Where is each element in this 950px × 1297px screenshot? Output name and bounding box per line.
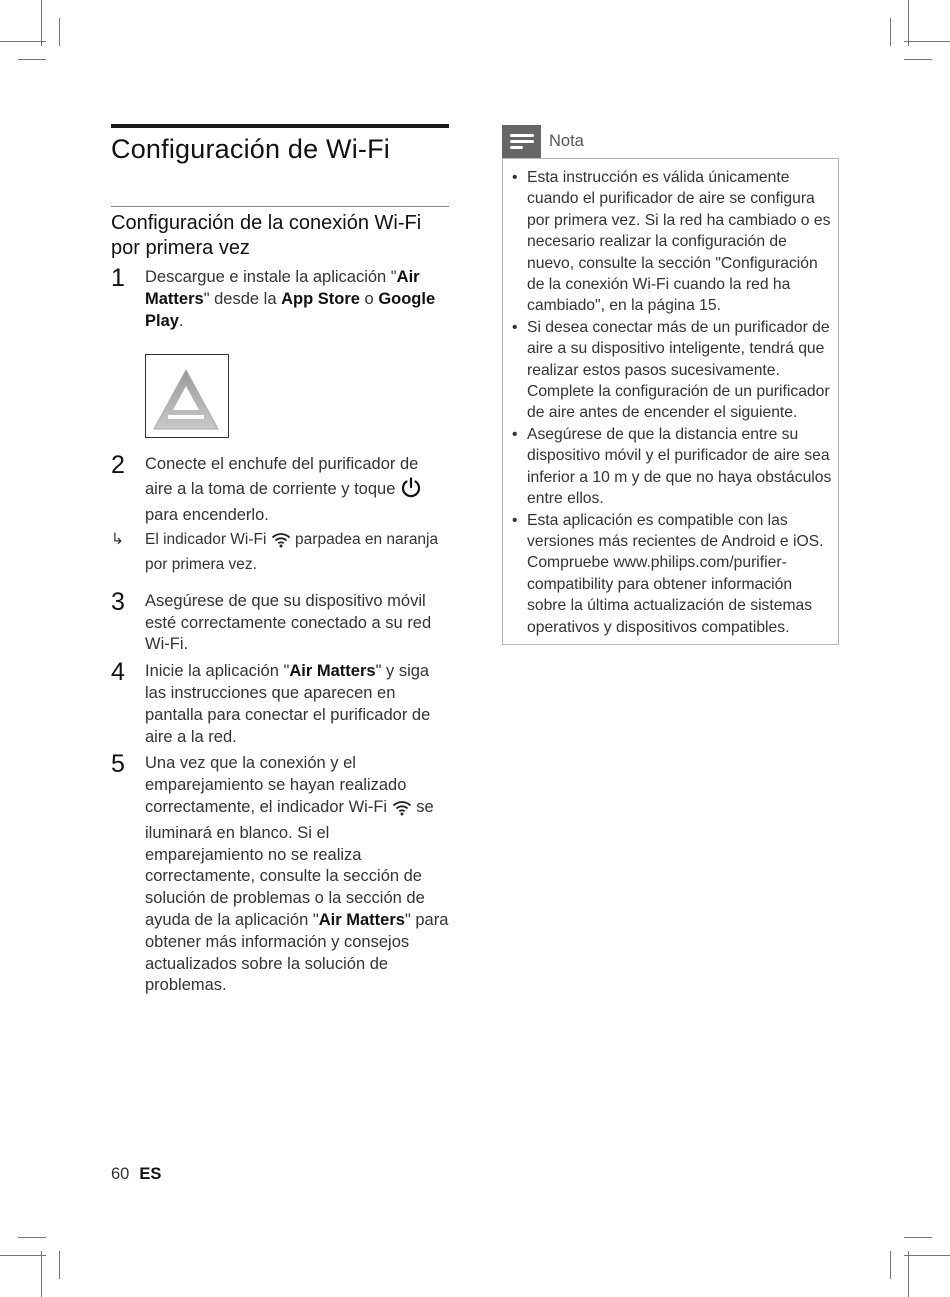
left-column <box>111 124 449 997</box>
wifi-icon <box>392 800 412 823</box>
app-name: Air Matters <box>145 268 420 308</box>
crop-mark <box>41 0 42 46</box>
step-2 <box>111 451 449 526</box>
step-text: . <box>178 311 184 330</box>
crop-mark <box>0 1255 46 1256</box>
crop-mark <box>890 18 891 46</box>
section-subtitle: Configuración de la conexión Wi-Fi por primera vez <box>111 212 422 259</box>
result-text: El indicador Wi-Fi <box>145 530 271 548</box>
crop-mark <box>59 1251 60 1279</box>
title-rule <box>111 124 449 128</box>
note-item <box>509 317 832 424</box>
app-name: Air Matters <box>289 662 376 681</box>
note-item <box>509 510 832 638</box>
crop-mark <box>18 1237 46 1238</box>
wifi-icon <box>271 532 291 554</box>
subtitle-rule <box>111 206 449 207</box>
step-2-result <box>111 529 449 575</box>
step-text: " para obtener más información y consejos actualizados sobre la solución de problemas. <box>145 910 449 995</box>
bullet: • <box>512 318 518 336</box>
result-arrow-icon: ↳ <box>111 530 124 548</box>
step-3 <box>111 587 449 656</box>
crop-mark <box>904 41 950 42</box>
step-text: Asegúrese de que su dispositivo móvil esté correctamente conectado a su red Wi-Fi. <box>145 591 432 654</box>
google-play-name: Google Play <box>145 289 436 330</box>
step-number: 5 <box>111 750 125 779</box>
note-box <box>502 158 839 645</box>
step-1 <box>111 264 449 332</box>
note-item <box>509 424 832 510</box>
crop-mark <box>890 1251 891 1279</box>
step-number: 2 <box>111 451 125 480</box>
note-text: Asegúrese de que la distancia entre su dispositivo móvil y el purificador de aire sea inferior a 10 m y de que no haya obstáculos entre ellos. <box>527 425 832 508</box>
page-footer <box>111 1165 161 1184</box>
bullet: • <box>512 169 518 186</box>
step-5 <box>111 750 449 997</box>
step-number: 3 <box>111 587 125 616</box>
app-store-name: App Store <box>281 289 360 308</box>
air-matters-app-icon <box>145 354 229 438</box>
crop-mark <box>0 41 46 42</box>
step-text: " desde la <box>203 289 282 308</box>
note-panel <box>502 125 839 645</box>
result-text: parpadea en naranja por primera vez. <box>145 530 439 573</box>
step-text: o <box>359 289 379 308</box>
step-text: Inicie la aplicación " <box>145 662 290 681</box>
crop-mark <box>904 1237 932 1238</box>
crop-mark <box>908 1251 909 1297</box>
step-text: Conecte el enchufe del purificador de aire a la toma de corriente y toque <box>145 455 419 499</box>
page-number: 60 <box>111 1165 130 1183</box>
app-name: Air Matters <box>318 910 405 929</box>
step-4 <box>111 658 449 748</box>
note-lines-icon <box>502 125 541 158</box>
step-number: 1 <box>111 264 125 292</box>
step-text: para encenderlo. <box>145 505 269 524</box>
note-text: Esta instrucción es válida únicamente cuando el purificador de aire se configura por primera vez. Si la red ha cambiado o es necesario realizar la configuración de nuevo, consulte la sección "Configuración de la conexión Wi-Fi cuando la red ha cambiado", en la página 15. <box>527 169 831 315</box>
step-text: Descargue e instale la aplicación " <box>145 268 397 286</box>
crop-mark <box>41 1251 42 1297</box>
step-text: " y siga las instrucciones que aparecen en pantalla para conectar el purificador de aire a la red. <box>145 662 431 746</box>
crop-mark <box>59 18 60 46</box>
note-item <box>509 167 832 317</box>
crop-mark <box>904 59 932 60</box>
crop-mark <box>908 0 909 46</box>
note-label: Nota <box>549 132 584 150</box>
crop-mark <box>904 1255 950 1256</box>
step-text: Una vez que la conexión y el emparejamiento se hayan realizado correctamente, el indicador Wi-Fi <box>145 754 407 816</box>
crop-mark <box>18 59 46 60</box>
step-number: 4 <box>111 658 125 687</box>
language-code: ES <box>139 1165 162 1183</box>
page-title: Configuración de Wi-Fi <box>111 134 391 164</box>
bullet: • <box>512 425 518 443</box>
note-text: Si desea conectar más de un purificador de aire a su dispositivo inteligente, tendrá que realizar estos pasos sucesivamente. Complete la configuración de un purificador de aire antes de encender el siguiente. <box>527 318 830 422</box>
step-text: se iluminará en blanco. Si el emparejamiento no se realiza correctamente, consulte la sección de solución de problemas o la sección de ayuda de la aplicación " <box>145 797 434 929</box>
bullet: • <box>512 511 518 529</box>
note-text: Esta aplicación es compatible con las versiones más recientes de Android e iOS. Compruebe www.philips.com/purifier-compatibility para obtener información sobre la última actualización de sistemas operativos y dispositivos compatibles. <box>527 511 824 636</box>
note-header <box>502 125 839 158</box>
power-icon <box>400 476 422 505</box>
